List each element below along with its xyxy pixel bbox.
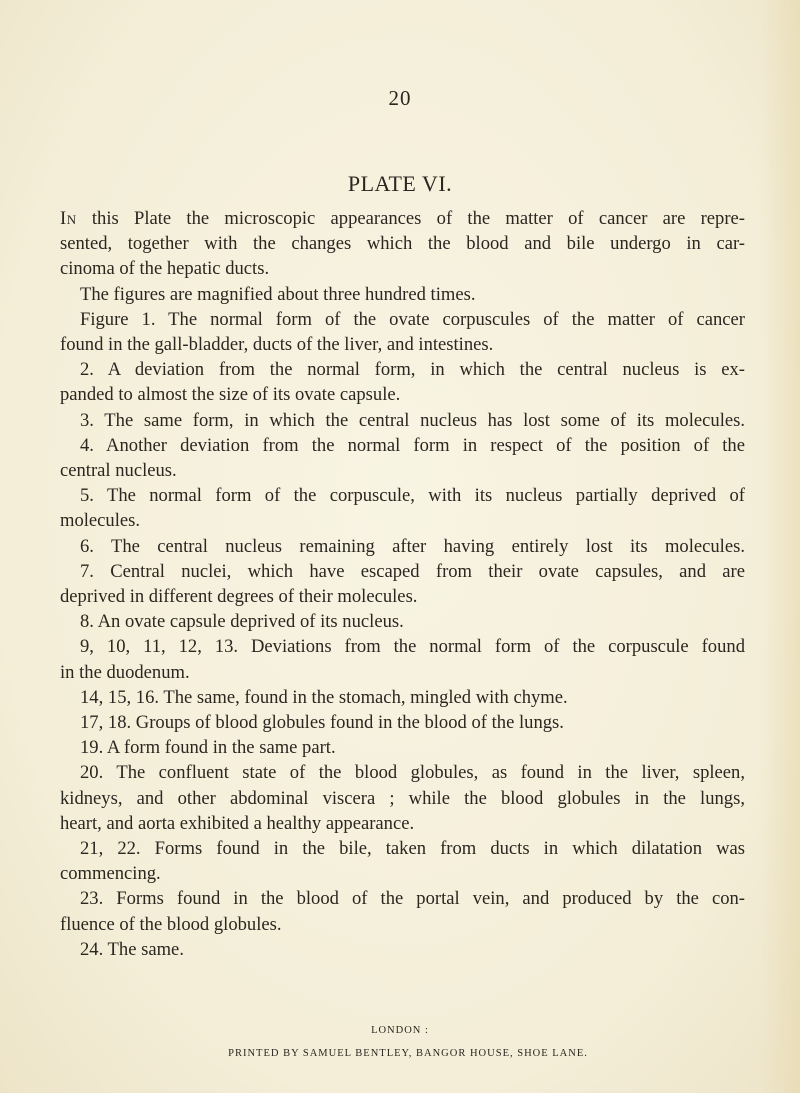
figure-line: 8. An ovate capsule deprived of its nucleus.	[80, 611, 404, 633]
plate-title: PLATE VI.	[347, 171, 453, 196]
figure-line: 4. Another deviation from the normal form in respect of the position of the	[80, 434, 745, 456]
figure-line: central nucleus.	[60, 460, 177, 482]
figure-line: 2. A deviation from the normal form, in which the central nucleus is ex-	[80, 359, 745, 381]
figure-line: 3. The same form, in which the central nucleus has lost some of its molecules.	[80, 409, 745, 431]
figure-line: 23. Forms found in the blood of the portal vein, and produced by the con-	[80, 888, 745, 910]
page-edge-shading	[760, 0, 800, 1093]
text-line: The figures are magnified about three hundred times.	[80, 283, 476, 305]
figure-line: 9, 10, 11, 12, 13. Deviations from the normal form of the corpuscule found	[80, 636, 745, 658]
figure-line: fluence of the blood globules.	[60, 913, 282, 935]
drop-cap-word: In	[60, 208, 77, 229]
figure-line: 24. The same.	[80, 938, 184, 960]
figure-line: panded to almost the size of its ovate capsule.	[60, 384, 401, 406]
figure-line: heart, and aorta exhibited a healthy appearance.	[60, 812, 415, 834]
figure-line: 19. A form found in the same part.	[80, 737, 336, 759]
plate-description	[60, 206, 745, 962]
figure-line: 5. The normal form of the corpuscule, with its nucleus partially deprived of	[80, 485, 745, 507]
figure-line: Figure 1. The normal form of the ovate corpuscules of the matter of cancer	[80, 308, 745, 330]
footer-printer: PRINTED BY SAMUEL BENTLEY, BANGOR HOUSE, SHOE LANE.	[228, 1048, 588, 1059]
figure-line: molecules.	[60, 510, 141, 532]
figure-line: 17, 18. Groups of blood globules found in the blood of the lungs.	[80, 712, 564, 734]
figure-line: 21, 22. Forms found in the bile, taken from ducts in which dilatation was	[80, 838, 745, 860]
page-number: 20	[388, 86, 412, 110]
figure-line: found in the gall-bladder, ducts of the liver, and intestines.	[60, 334, 494, 356]
figure-line: 6. The central nucleus remaining after having entirely lost its molecules.	[80, 535, 745, 557]
figure-line: 20. The confluent state of the blood globules, as found in the liver, spleen,	[80, 762, 745, 784]
figure-line: commencing.	[60, 863, 161, 885]
figure-line: 7. Central nuclei, which have escaped from their ovate capsules, and are	[80, 560, 745, 582]
text-line: In this Plate the microscopic appearances of the matter of cancer are repre-	[60, 208, 745, 229]
figure-line: kidneys, and other abdominal viscera ; while the blood globules in the lungs,	[60, 787, 745, 809]
figure-line: deprived in different degrees of their molecules.	[60, 586, 418, 608]
text-line: cinoma of the hepatic ducts.	[60, 258, 270, 280]
text-line: sented, together with the changes which the blood and bile undergo in car-	[60, 233, 745, 255]
footer-city: LONDON :	[371, 1025, 429, 1036]
figure-line: in the duodenum.	[60, 661, 190, 683]
figure-line: 14, 15, 16. The same, found in the stomach, mingled with chyme.	[80, 686, 568, 708]
